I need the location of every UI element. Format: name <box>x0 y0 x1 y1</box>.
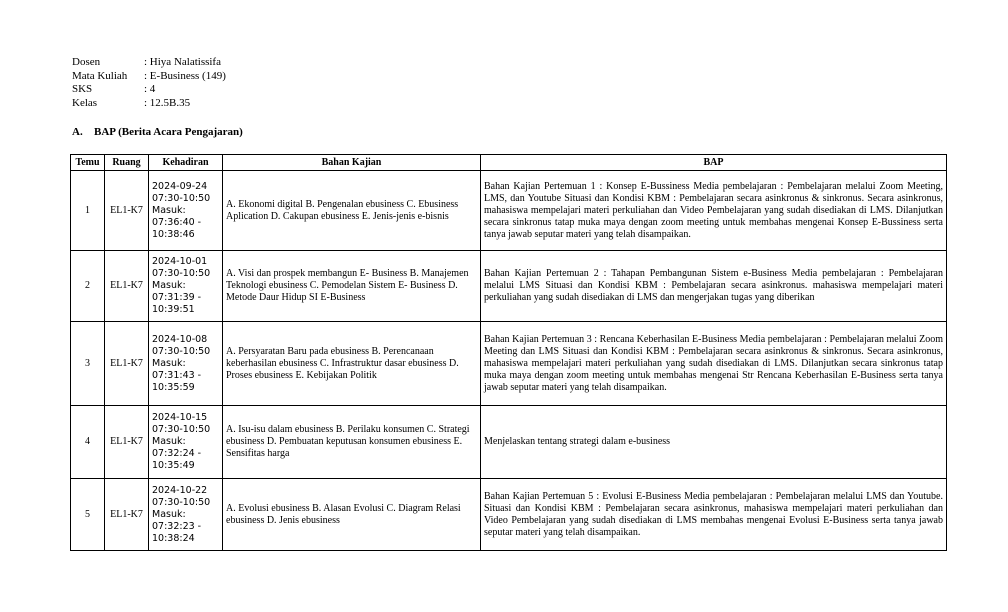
info-row-kelas <box>72 97 226 111</box>
header-kehadiran: Kehadiran <box>149 155 223 171</box>
cell-bap: Bahan Kajian Pertemuan 2 : Tahapan Pembangunan Sistem e-Business Media pembelajaran : Pembelajaran melalui LMS Situasi dan Kondisi KBM : Pembelajaran secara asinkronus. mahasiswa mempelajari materi perkuliahan yang sudah disediakan di LMS dan mengerjakan tugas yang diberikan <box>481 251 947 322</box>
cell-bap: Bahan Kajian Pertemuan 3 : Rencana Keberhasilan E-Business Media pembelajaran : Pembelajaran melalui Zoom Meeting dan LMS Situasi dan Kondisi KBM : Pembelajaran secara asinkronus & sinkronus. Secara asinkronus, mahasiswa mempelajari materi perkuliahan yang sudah disediakan di LMS. Dilanjutkan secara sinkronus tatap muka maya dengan zoom meeting untuk membahas mengenai Str Rencana Keberhasilan E-Business serta tanya jawab seputar materi yang telah disampaikan. <box>481 322 947 406</box>
kehadiran-jam: 07:30-10:50 <box>152 268 211 279</box>
kehadiran-keluar: 10:35:59 <box>152 381 195 393</box>
kehadiran-jam: 07:30-10:50 <box>152 192 211 204</box>
cell-kehadiran <box>149 171 223 251</box>
kehadiran-masuk-label: Masuk: <box>152 357 186 369</box>
kehadiran-masuk-label: Masuk: <box>152 508 186 520</box>
kehadiran-masuk: 07:31:39 - <box>152 292 202 303</box>
info-row-sks <box>72 83 226 97</box>
mata-kuliah-label: Mata Kuliah <box>72 69 128 82</box>
cell-temu: 4 <box>71 406 105 479</box>
cell-ruang: EL1-K7 <box>105 322 149 406</box>
kehadiran-masuk: 07:31:43 - <box>152 369 202 381</box>
kelas-value: : 12.5B.35 <box>144 96 191 109</box>
cell-kehadiran <box>149 251 223 322</box>
kehadiran-masuk-label: Masuk: <box>152 280 186 291</box>
info-row-dosen <box>72 56 226 70</box>
cell-ruang: EL1-K7 <box>105 251 149 322</box>
header-ruang: Ruang <box>105 155 149 171</box>
table-row <box>71 251 947 322</box>
cell-ruang: EL1-K7 <box>105 171 149 251</box>
cell-bahan-kajian: A. Ekonomi digital B. Pengenalan ebusiness C. Ebusiness Aplication D. Cakupan ebusiness E. Jenis-jenis e-bisnis <box>223 171 481 251</box>
cell-temu: 2 <box>71 251 105 322</box>
kehadiran-jam: 07:30-10:50 <box>152 424 211 435</box>
kehadiran-keluar: 10:39:51 <box>152 304 195 315</box>
sks-value: : 4 <box>144 83 156 95</box>
cell-ruang: EL1-K7 <box>105 406 149 479</box>
cell-bap: Menjelaskan tentang strategi dalam e-business <box>481 406 947 479</box>
kehadiran-jam: 07:30-10:50 <box>152 345 211 357</box>
kehadiran-tanggal: 2024-10-22 <box>152 484 208 496</box>
sks-label: SKS <box>72 83 93 95</box>
kehadiran-keluar: 10:38:46 <box>152 228 195 240</box>
info-row-mata-kuliah <box>72 70 226 84</box>
cell-kehadiran <box>149 406 223 479</box>
kehadiran-tanggal: 2024-09-24 <box>152 180 208 192</box>
cell-ruang: EL1-K7 <box>105 479 149 551</box>
table-row <box>71 479 947 551</box>
kehadiran-tanggal: 2024-10-01 <box>152 256 208 267</box>
cell-temu: 5 <box>71 479 105 551</box>
table-header-row <box>71 155 947 171</box>
cell-bap: Bahan Kajian Pertemuan 5 : Evolusi E-Business Media pembelajaran : Pembelajaran melalui LMS dan Youtube. Situasi dan Kondisi KBM : Pembelajaran secara asinkronus, mahasiswa mempelajari materi perkuliahan dan Video Pembelajaran yang sudah disediakan di LMS membahas mengenai Evolusi E-Business serta tanya jawab seputar materi yang telah disampaikan. <box>481 479 947 551</box>
kelas-label: Kelas <box>72 96 98 109</box>
table-row <box>71 322 947 406</box>
header-temu: Temu <box>71 155 105 171</box>
kehadiran-keluar: 10:35:49 <box>152 460 195 471</box>
kehadiran-masuk-label: Masuk: <box>152 436 186 447</box>
cell-kehadiran <box>149 322 223 406</box>
kehadiran-masuk: 07:36:40 - <box>152 216 202 228</box>
cell-temu: 3 <box>71 322 105 406</box>
bap-table <box>70 154 947 551</box>
section-title: BAP (Berita Acara Pengajaran) <box>94 126 243 138</box>
dosen-label: Dosen <box>72 56 101 68</box>
kehadiran-tanggal: 2024-10-15 <box>152 412 208 423</box>
cell-kehadiran <box>149 479 223 551</box>
header-bap: BAP <box>481 155 947 171</box>
section-number: A. <box>72 126 83 138</box>
table-row <box>71 406 947 479</box>
cell-temu: 1 <box>71 171 105 251</box>
cell-bahan-kajian: A. Evolusi ebusiness B. Alasan Evolusi C. Diagram Relasi ebusiness D. Jenis ebusiness <box>223 479 481 551</box>
kehadiran-tanggal: 2024-10-08 <box>152 333 208 345</box>
mata-kuliah-value: : E-Business (149) <box>144 69 226 82</box>
kehadiran-masuk-label: Masuk: <box>152 204 186 216</box>
table-row <box>71 171 947 251</box>
course-info <box>72 56 226 110</box>
cell-bahan-kajian: A. Isu-isu dalam ebusiness B. Perilaku konsumen C. Strategi ebusiness D. Pembuatan keputusan konsumen ebusiness E. Sensifitas harga <box>223 406 481 479</box>
dosen-value: : Hiya Nalatissifa <box>144 56 221 68</box>
header-bahan-kajian: Bahan Kajian <box>223 155 481 171</box>
cell-bahan-kajian: A. Visi dan prospek membangun E- Business B. Manajemen Teknologi ebusiness C. Pemodelan Sistem E- Business D. Metode Daur Hidup SI E-Business <box>223 251 481 322</box>
cell-bahan-kajian: A. Persyaratan Baru pada ebusiness B. Perencanaan keberhasilan ebusiness C. Infrastruktur dasar ebusiness D. Proses ebusiness E. Kebijakan Politik <box>223 322 481 406</box>
section-heading <box>72 126 243 138</box>
cell-bap: Bahan Kajian Pertemuan 1 : Konsep E-Bussiness Media pembelajaran : Pembelajaran melalui Zoom Meeting, LMS, dan Youtube Situasi dan Kondisi KBM : Pembelajaran secara asinkronus & sinkronus. Secara asinkronus, mahasiswa mempelajari materi perkuliahan dan Video Pembelajaran yang sudah disediakan di LMS. Dilanjutkan secara sinkronus tatap muka maya dengan zoom meeting untuk membahas mengenai Konsep E-Bussiness serta tanya jawab seputar materi yang telah disampaikan. <box>481 171 947 251</box>
kehadiran-masuk: 07:32:24 - <box>152 448 202 459</box>
kehadiran-keluar: 10:38:24 <box>152 532 195 544</box>
kehadiran-masuk: 07:32:23 - <box>152 520 202 532</box>
kehadiran-jam: 07:30-10:50 <box>152 496 211 508</box>
